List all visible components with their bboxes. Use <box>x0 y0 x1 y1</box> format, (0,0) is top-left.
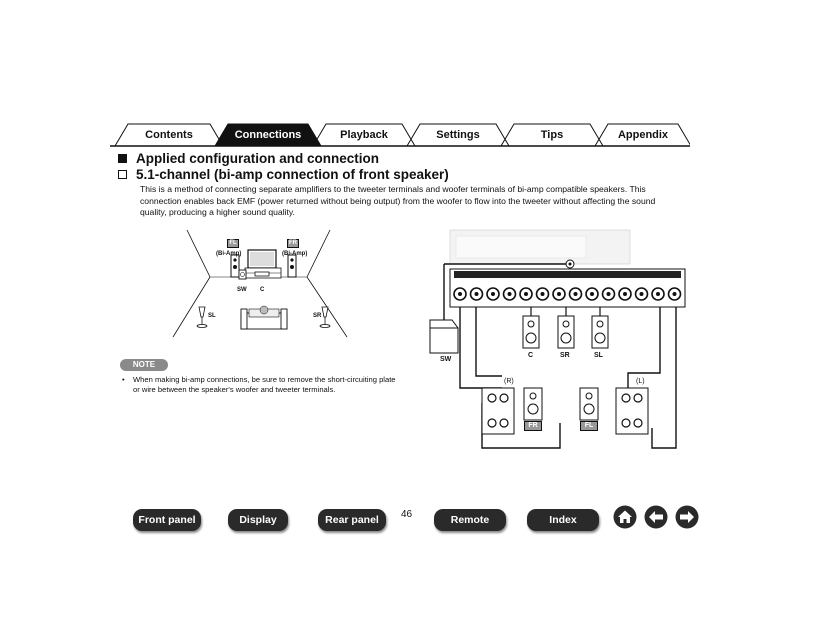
binding-post-center <box>574 292 578 296</box>
rear-panel-button[interactable]: Rear panel <box>318 509 386 531</box>
room-layout-diagram <box>165 225 355 340</box>
home-icon[interactable] <box>613 505 637 529</box>
sl-label: SL <box>208 313 216 319</box>
binding-post-center <box>656 292 660 296</box>
fr-biamp-label: (Bi-Amp) <box>282 251 308 257</box>
subsection-heading <box>118 167 449 182</box>
room-perspective-lines <box>165 225 355 340</box>
remote-button[interactable]: Remote <box>434 509 506 531</box>
section-heading <box>118 151 379 166</box>
binding-post-center <box>491 292 495 296</box>
forward-arrow-icon[interactable] <box>675 505 699 529</box>
section-heading-text: Applied configuration and connection <box>136 151 379 166</box>
binding-post-center <box>607 292 611 296</box>
tab-connections[interactable]: Connections <box>234 129 302 141</box>
note-badge: NOTE <box>120 359 168 371</box>
note-body: When making bi-amp connections, be sure to remove the short-circuiting plate or wire between the speaker's woofer and tweeter terminals. <box>133 375 396 394</box>
tab-settings[interactable]: Settings <box>436 129 480 141</box>
wiring-sw-label: SW <box>440 356 452 363</box>
wiring-fr-label: FR <box>524 421 542 431</box>
subsection-heading-text: 5.1-channel (bi-amp connection of front speaker) <box>136 167 449 182</box>
tab-bar <box>110 118 690 148</box>
binding-post-center <box>590 292 594 296</box>
binding-post-center <box>640 292 644 296</box>
note-bullet: • <box>122 375 125 384</box>
wiring-fl-label: FL <box>580 421 598 431</box>
wiring-diagram <box>420 228 695 453</box>
description-paragraph: This is a method of connecting separate amplifiers to the tweeter terminals and woofer terminals of bi-amp compatible speakers. This connection enables back EMF (power returned without being output) from the woofer to flow into the tweeter without affecting the sound quality, producing a higher sound quality. <box>140 184 656 217</box>
fl-biamp-label: (Bi-Amp) <box>216 251 242 257</box>
binding-post-center <box>541 292 545 296</box>
tab-playback[interactable]: Playback <box>340 129 388 141</box>
binding-post-center <box>508 292 512 296</box>
binding-post-center <box>475 292 479 296</box>
tab-tips[interactable]: Tips <box>540 129 564 141</box>
tab-contents[interactable]: Contents <box>145 129 193 141</box>
binding-post-center <box>524 292 528 296</box>
wiring-drawing <box>420 228 695 453</box>
binding-post-center <box>623 292 627 296</box>
wiring-sr-label: SR <box>560 352 570 359</box>
sr-label: SR <box>313 313 322 319</box>
wiring-c-label: C <box>528 352 534 359</box>
binding-post-center <box>557 292 561 296</box>
tab-appendix[interactable]: Appendix <box>617 129 669 141</box>
fl-label: FL <box>227 239 239 248</box>
wiring-l-label: (L) <box>636 378 645 385</box>
display-button[interactable]: Display <box>228 509 288 531</box>
wiring-sl-label: SL <box>594 352 603 359</box>
wiring-r-label: (R) <box>504 378 514 385</box>
fr-label: FR <box>289 240 297 246</box>
hollow-square-bullet-icon <box>118 170 127 179</box>
front-panel-button[interactable]: Front panel <box>133 509 201 531</box>
binding-post-center <box>673 292 677 296</box>
square-bullet-icon <box>118 154 127 163</box>
back-arrow-icon[interactable] <box>644 505 668 529</box>
c-label: C <box>260 287 265 293</box>
index-button[interactable]: Index <box>527 509 599 531</box>
page-number: 46 <box>401 509 413 520</box>
binding-post-center <box>458 292 462 296</box>
sw-label: SW <box>237 287 247 293</box>
note-text <box>122 375 402 395</box>
